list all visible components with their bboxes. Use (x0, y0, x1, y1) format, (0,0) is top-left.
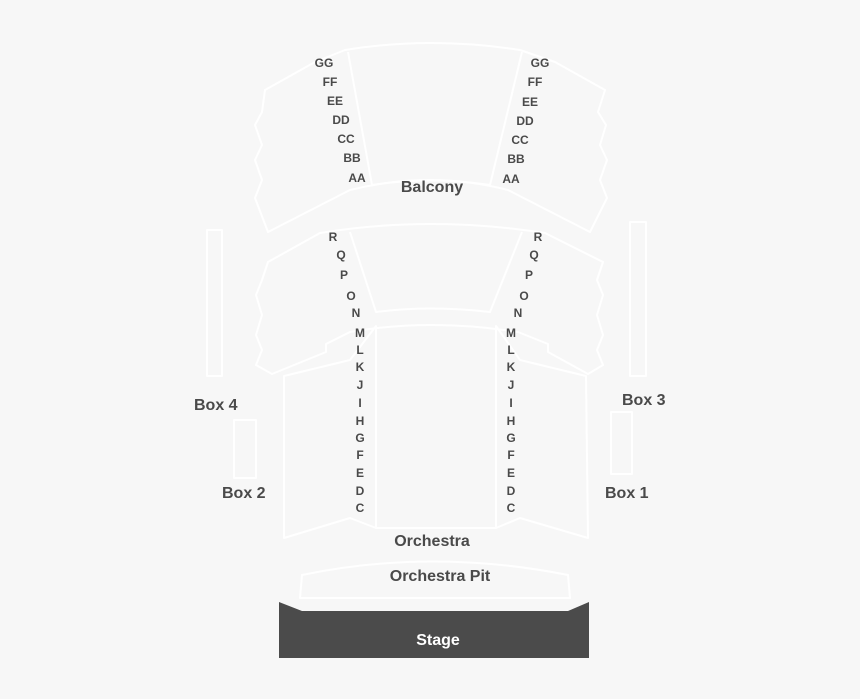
balcony-section[interactable] (255, 43, 607, 232)
orchestra-lower-outline (284, 326, 588, 538)
row-label-right: G (506, 431, 516, 445)
row-label-right: L (507, 343, 515, 357)
row-labels (315, 56, 550, 515)
row-label-right: FF (527, 75, 543, 89)
row-label-left: CC (337, 132, 355, 146)
row-label-left: M (355, 326, 365, 340)
balcony-label: Balcony (400, 179, 464, 196)
orchestra-section[interactable] (256, 224, 603, 538)
balcony-inner-outline (348, 52, 522, 185)
row-label-left: J (356, 378, 364, 392)
row-label-right: E (506, 466, 516, 480)
row-label-right: AA (502, 172, 520, 186)
row-label-right: R (533, 230, 543, 244)
row-label-left: C (355, 501, 365, 515)
row-label-right: BB (507, 152, 525, 166)
row-label-left: F (356, 448, 364, 462)
row-label-right: H (506, 414, 516, 428)
row-label-left: P (339, 268, 349, 282)
row-label-left: FF (322, 75, 338, 89)
row-label-right: I (509, 396, 513, 410)
row-label-left: K (355, 360, 365, 374)
balcony-outline (255, 43, 607, 232)
row-label-left: I (358, 396, 362, 410)
box3-label: Box 3 (622, 392, 666, 409)
row-label-right: DD (516, 114, 534, 128)
orchestra-label: Orchestra (394, 533, 470, 550)
row-label-left: E (355, 466, 365, 480)
row-label-left: EE (326, 94, 344, 108)
row-label-left: Q (336, 248, 346, 262)
row-label-right: F (507, 448, 515, 462)
row-label-right: EE (521, 95, 539, 109)
stage-label: Stage (416, 632, 460, 649)
row-label-left: BB (343, 151, 361, 165)
row-label-left: D (355, 484, 365, 498)
row-label-right: P (524, 268, 534, 282)
row-label-left: H (355, 414, 365, 428)
row-label-right: O (519, 289, 529, 303)
row-label-left: O (346, 289, 356, 303)
row-label-right: C (506, 501, 516, 515)
row-label-left: GG (314, 56, 334, 70)
orchestra-center-outline (350, 232, 522, 312)
box4-outline[interactable] (207, 230, 222, 376)
stage-shape[interactable] (279, 602, 589, 658)
box2-label: Box 2 (222, 485, 266, 502)
row-label-right: CC (511, 133, 529, 147)
row-label-left: AA (348, 171, 366, 185)
row-label-left: G (355, 431, 365, 445)
row-label-right: D (506, 484, 516, 498)
box1-outline[interactable] (611, 412, 632, 474)
row-label-right: M (506, 326, 516, 340)
row-label-left: R (328, 230, 338, 244)
row-label-right: Q (529, 248, 539, 262)
orchestra-upper-outline (256, 224, 603, 374)
row-label-left: DD (332, 113, 350, 127)
box1-label: Box 1 (605, 485, 649, 502)
row-label-right: N (513, 306, 523, 320)
orchestra-pit-label: Orchestra Pit (389, 568, 491, 585)
row-label-left: N (351, 306, 361, 320)
row-label-right: GG (530, 56, 550, 70)
box2-outline[interactable] (234, 420, 256, 478)
box4-label: Box 4 (194, 397, 238, 414)
box3-outline[interactable] (630, 222, 646, 376)
row-label-right: J (507, 378, 515, 392)
row-label-right: K (506, 360, 516, 374)
row-label-left: L (356, 343, 364, 357)
